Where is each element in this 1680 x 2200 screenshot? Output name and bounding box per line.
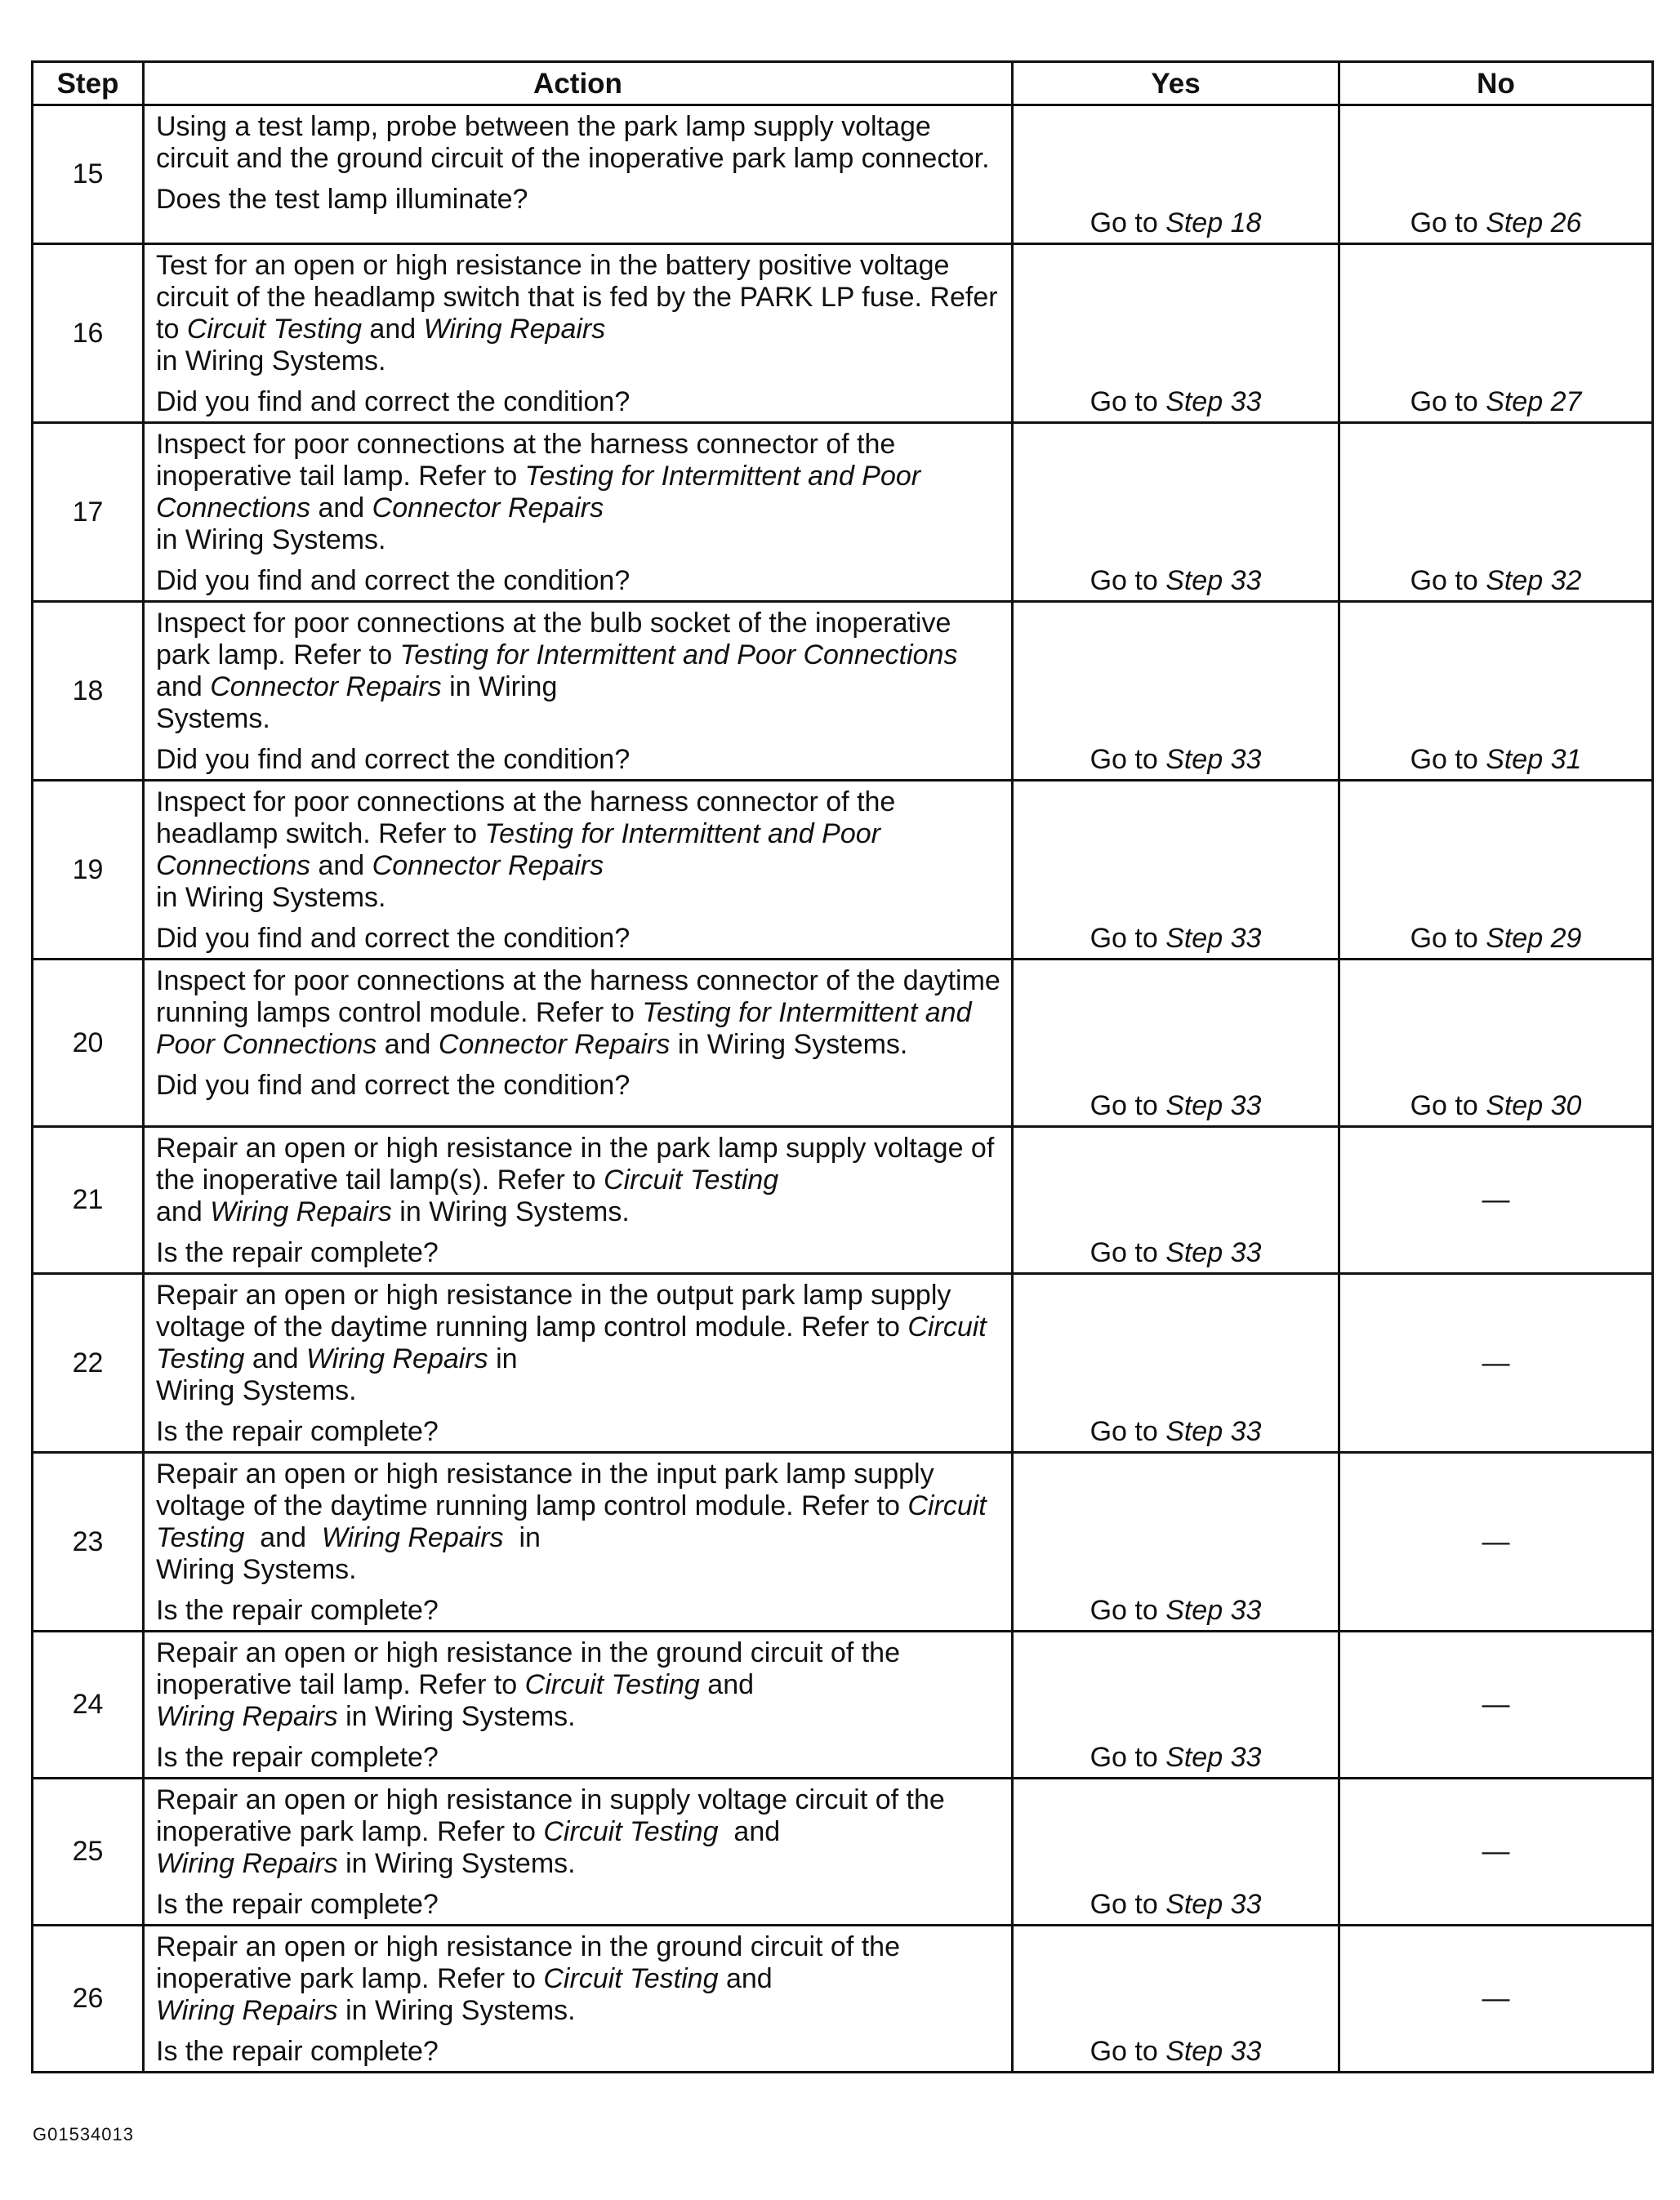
- no-result: [1339, 602, 1653, 781]
- no-result: [1339, 1274, 1653, 1453]
- step-column-header: Step: [33, 62, 144, 105]
- action-text-run: in Wiring Systems.: [337, 1701, 576, 1732]
- action-cell: [144, 423, 1013, 602]
- action-cell: [144, 1632, 1013, 1779]
- no-result: [1339, 423, 1653, 602]
- action-text-run: Repair an open or high resistance in the output park lamp supply voltage of the daytime running lamp control module. Refer to: [156, 1280, 959, 1343]
- action-cell: [144, 1926, 1013, 2073]
- action-cell: [144, 1779, 1013, 1926]
- action-cell: [144, 1127, 1013, 1274]
- yes-prefix: Go to: [1090, 2036, 1166, 2067]
- action-cell: [144, 1453, 1013, 1632]
- action-text-run: and: [310, 850, 372, 881]
- no-prefix: Go to: [1410, 386, 1486, 417]
- action-text: [156, 111, 1003, 175]
- action-text-run: and: [244, 1522, 322, 1553]
- no-prefix: Go to: [1410, 923, 1486, 954]
- no-dash: —: [1482, 1525, 1510, 1557]
- reference-text: Testing for Intermittent and Poor Connections: [156, 997, 979, 1060]
- action-text: [156, 1280, 1003, 1407]
- no-step-link: Step 29: [1486, 923, 1582, 954]
- yes-step-link: Step 33: [1165, 565, 1262, 596]
- action-text: [156, 1784, 1003, 1880]
- action-text-run: in Wiring Systems.: [156, 882, 386, 913]
- action-text-run: Repair an open or high resistance in the ground circuit of the inoperative park lamp. Refer to: [156, 1931, 908, 1994]
- yes-step-link: Step 18: [1165, 207, 1262, 238]
- step-number: 20: [33, 960, 144, 1127]
- table-row: [33, 1779, 1653, 1926]
- action-text-run: Repair an open or high resistance in the ground circuit of the inoperative tail lamp. Refer to: [156, 1637, 908, 1700]
- action-text-run: in Wiring Systems.: [156, 1343, 518, 1406]
- yes-step-link: Step 33: [1165, 2036, 1262, 2067]
- table-row: [33, 105, 1653, 244]
- step-number: 22: [33, 1274, 144, 1453]
- action-text-run: Inspect for poor connections at the harness connector of the inoperative tail lamp. Refer to: [156, 429, 903, 492]
- no-prefix: Go to: [1410, 207, 1486, 238]
- action-text-run: Repair an open or high resistance in the park lamp supply voltage of the inoperative tail lamp(s). Refer to: [156, 1133, 1002, 1196]
- action-question: Did you find and correct the condition?: [156, 386, 631, 417]
- step-number: 18: [33, 602, 144, 781]
- no-step-link: Step 26: [1486, 207, 1582, 238]
- reference-text: Wiring Repairs: [306, 1343, 488, 1374]
- yes-prefix: Go to: [1090, 207, 1166, 238]
- yes-result: [1013, 1274, 1339, 1453]
- reference-text: Wiring Repairs: [156, 1848, 338, 1879]
- no-prefix: Go to: [1410, 744, 1486, 775]
- yes-result: [1013, 1127, 1339, 1274]
- action-question: Does the test lamp illuminate?: [156, 184, 528, 215]
- reference-text: Circuit Testing: [156, 1312, 995, 1374]
- action-text-run: Inspect for poor connections at the harness connector of the headlamp switch. Refer to: [156, 786, 903, 849]
- reference-text: Testing for Intermittent and Poor Connections: [156, 818, 889, 881]
- reference-text: Circuit Testing: [156, 1490, 995, 1553]
- yes-result: [1013, 244, 1339, 423]
- action-question: Did you find and correct the condition?: [156, 744, 631, 775]
- yes-column-header: Yes: [1013, 62, 1339, 105]
- yes-step-link: Step 33: [1165, 744, 1262, 775]
- reference-text: Connector Repairs: [372, 492, 604, 523]
- action-question: Did you find and correct the condition?: [156, 1070, 631, 1101]
- reference-text: Circuit Testing: [543, 1816, 719, 1847]
- table-header: [33, 62, 1653, 105]
- yes-prefix: Go to: [1090, 1237, 1166, 1268]
- diagnostic-table: [31, 60, 1654, 2073]
- reference-text: Circuit Testing: [604, 1165, 779, 1196]
- step-number: 23: [33, 1453, 144, 1632]
- yes-prefix: Go to: [1090, 1595, 1166, 1626]
- table-row: [33, 1127, 1653, 1274]
- table-row: [33, 1453, 1653, 1632]
- action-text: [156, 1133, 1003, 1228]
- yes-result: [1013, 105, 1339, 244]
- table-body: [33, 105, 1653, 2073]
- reference-text: Wiring Repairs: [210, 1196, 392, 1227]
- yes-result: [1013, 1453, 1339, 1632]
- action-question: Is the repair complete?: [156, 1742, 439, 1773]
- action-cell: [144, 244, 1013, 423]
- no-result: [1339, 1926, 1653, 2073]
- no-result: [1339, 781, 1653, 960]
- no-prefix: Go to: [1410, 565, 1486, 596]
- table-row: [33, 602, 1653, 781]
- action-text-run: and: [725, 1963, 773, 1994]
- action-question: Is the repair complete?: [156, 1595, 439, 1626]
- yes-step-link: Step 33: [1165, 1416, 1262, 1447]
- step-number: 26: [33, 1926, 144, 2073]
- action-text: [156, 429, 1003, 556]
- action-text-run: Inspect for poor connections at the harness connector of the daytime running lamps control module. Refer to: [156, 965, 1009, 1028]
- table-row: [33, 244, 1653, 423]
- action-text: [156, 608, 1003, 735]
- step-number: 25: [33, 1779, 144, 1926]
- table-row: [33, 1632, 1653, 1779]
- action-text-run: Repair an open or high resistance in the input park lamp supply voltage of the daytime running lamp control module. Refer to: [156, 1459, 942, 1521]
- yes-step-link: Step 33: [1165, 1090, 1262, 1121]
- step-number: 24: [33, 1632, 144, 1779]
- yes-result: [1013, 960, 1339, 1127]
- table-row: [33, 960, 1653, 1127]
- action-question: Is the repair complete?: [156, 2036, 439, 2067]
- yes-step-link: Step 33: [1165, 1237, 1262, 1268]
- yes-step-link: Step 33: [1165, 923, 1262, 954]
- action-text-run: in Wiring Systems.: [156, 345, 386, 376]
- reference-text: Circuit Testing: [186, 314, 362, 345]
- no-result: [1339, 1779, 1653, 1926]
- action-cell: [144, 602, 1013, 781]
- step-number: 17: [33, 423, 144, 602]
- action-cell: [144, 960, 1013, 1127]
- action-question: Is the repair complete?: [156, 1237, 439, 1268]
- yes-result: [1013, 423, 1339, 602]
- no-step-link: Step 27: [1486, 386, 1582, 417]
- yes-prefix: Go to: [1090, 1889, 1166, 1920]
- reference-text: Connector Repairs: [210, 671, 442, 702]
- yes-prefix: Go to: [1090, 1090, 1166, 1121]
- action-text-run: Repair an open or high resistance in supply voltage circuit of the inoperative park lamp. Refer to: [156, 1784, 953, 1847]
- step-number: 15: [33, 105, 144, 244]
- action-question: Did you find and correct the condition?: [156, 565, 631, 596]
- no-step-link: Step 30: [1486, 1090, 1582, 1121]
- no-dash: —: [1482, 1347, 1510, 1378]
- action-question: Did you find and correct the condition?: [156, 923, 631, 954]
- no-column-header: No: [1339, 62, 1653, 105]
- no-result: [1339, 1632, 1653, 1779]
- table-row: [33, 1274, 1653, 1453]
- yes-prefix: Go to: [1090, 386, 1166, 417]
- table-row: [33, 423, 1653, 602]
- action-text-run: in Wiring Systems.: [156, 1522, 541, 1585]
- action-text-run: in Wiring Systems.: [337, 1995, 576, 2026]
- action-cell: [144, 105, 1013, 244]
- action-text-run: in Wiring Systems.: [670, 1029, 908, 1060]
- action-text: [156, 250, 1006, 377]
- yes-prefix: Go to: [1090, 1742, 1166, 1773]
- step-number: 16: [33, 244, 144, 423]
- action-cell: [144, 781, 1013, 960]
- yes-result: [1013, 1926, 1339, 2073]
- action-text-run: Using a test lamp, probe between the park lamp supply voltage circuit and the ground circuit of the inoperative park lamp connector.: [156, 111, 990, 174]
- action-text-run: Test for an open or high resistance in the battery positive voltage circuit of the headlamp switch that is fed by the PARK LP fuse. Refer to: [156, 250, 1006, 345]
- no-result: [1339, 960, 1653, 1127]
- yes-step-link: Step 33: [1165, 1742, 1262, 1773]
- action-text: [156, 1459, 1003, 1586]
- action-text: [156, 965, 1009, 1061]
- action-cell: [144, 1274, 1013, 1453]
- action-text: [156, 786, 1003, 914]
- yes-prefix: Go to: [1090, 1416, 1166, 1447]
- no-result: [1339, 105, 1653, 244]
- yes-step-link: Step 33: [1165, 386, 1262, 417]
- action-text-run: in Wiring Systems.: [156, 524, 386, 555]
- action-text-run: and: [310, 492, 372, 523]
- yes-step-link: Step 33: [1165, 1889, 1262, 1920]
- reference-text: Wiring Repairs: [156, 1701, 338, 1732]
- action-text-run: and: [361, 314, 424, 345]
- action-question: Is the repair complete?: [156, 1889, 439, 1920]
- action-text: [156, 1931, 1003, 2027]
- action-text-run: in Wiring Systems.: [391, 1196, 630, 1227]
- reference-text: Testing for Intermittent and Poor Connections: [156, 461, 929, 523]
- no-result: [1339, 1127, 1653, 1274]
- step-number: 19: [33, 781, 144, 960]
- no-dash: —: [1482, 1689, 1510, 1720]
- yes-result: [1013, 1632, 1339, 1779]
- reference-text: Testing for Intermittent and Poor Connections: [399, 639, 958, 670]
- action-text-run: Inspect for poor connections at the bulb socket of the inoperative park lamp. Refer to: [156, 608, 959, 670]
- action-text-run: in Wiring Systems.: [337, 1848, 576, 1879]
- yes-prefix: Go to: [1090, 565, 1166, 596]
- action-column-header: Action: [144, 62, 1013, 105]
- action-text-run: and: [156, 1196, 203, 1227]
- no-dash: —: [1482, 1836, 1510, 1867]
- yes-result: [1013, 1779, 1339, 1926]
- yes-result: [1013, 602, 1339, 781]
- no-result: [1339, 244, 1653, 423]
- reference-text: Wiring Repairs: [321, 1522, 504, 1553]
- action-text-run: and: [733, 1816, 781, 1847]
- no-dash: —: [1482, 1184, 1510, 1215]
- reference-text: Wiring Repairs: [423, 314, 606, 345]
- no-step-link: Step 32: [1486, 565, 1582, 596]
- no-result: [1339, 1453, 1653, 1632]
- yes-prefix: Go to: [1090, 744, 1166, 775]
- reference-text: Connector Repairs: [372, 850, 604, 881]
- action-text-run: in Wiring Systems.: [156, 671, 558, 734]
- action-question: Is the repair complete?: [156, 1416, 439, 1447]
- header-row: [33, 62, 1653, 105]
- yes-prefix: Go to: [1090, 923, 1166, 954]
- action-text: [156, 1637, 1003, 1733]
- action-text-run: and: [244, 1343, 306, 1374]
- reference-text: Circuit Testing: [524, 1669, 700, 1700]
- table-row: [33, 781, 1653, 960]
- reference-text: Connector Repairs: [438, 1029, 671, 1060]
- no-step-link: Step 31: [1486, 744, 1582, 775]
- reference-text: Wiring Repairs: [156, 1995, 338, 2026]
- step-number: 21: [33, 1127, 144, 1274]
- no-dash: —: [1482, 1983, 1510, 2014]
- yes-result: [1013, 781, 1339, 960]
- action-text-run: and: [707, 1669, 755, 1700]
- table-row: [33, 1926, 1653, 2073]
- figure-id: G01534013: [33, 2124, 134, 2144]
- no-prefix: Go to: [1410, 1090, 1486, 1121]
- yes-step-link: Step 33: [1165, 1595, 1262, 1626]
- action-text-run: and: [377, 1029, 439, 1060]
- action-text-run: and: [156, 639, 965, 702]
- reference-text: Circuit Testing: [543, 1963, 719, 1994]
